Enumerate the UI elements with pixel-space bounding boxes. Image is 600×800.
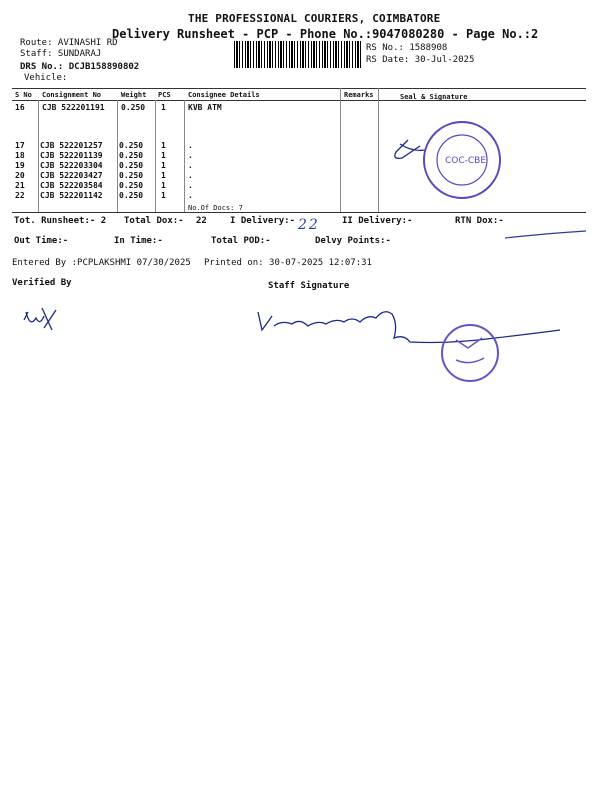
total-pod-label: Total POD:- (211, 236, 271, 246)
staff-signature-label: Staff Signature (268, 281, 350, 291)
row-consignment: CJB 522201139 (40, 151, 103, 160)
row-consignee: . (188, 151, 193, 160)
row-sno: 21 (15, 181, 25, 190)
staff-signature (258, 312, 560, 343)
svg-text:COC-CBE: COC-CBE (445, 156, 487, 166)
col-seal-signature: Seal & Signature (400, 93, 468, 101)
row-consignee: . (188, 191, 193, 200)
row-consignee: . (188, 161, 193, 170)
col-consignment: Consignment No (42, 91, 102, 99)
row-consignment: CJB 522201142 (40, 191, 103, 200)
row-sno: 22 (15, 191, 25, 200)
entered-by: Entered By :PCPLAKSHMI 07/30/2025 (12, 258, 191, 268)
row-consignment: CJB 522203427 (40, 171, 103, 180)
total-dox-label: Total Dox:- (124, 216, 184, 226)
runsheet-subtitle: Delivery Runsheet - PCP - Phone No.:9047080280 - Page No.:2 (112, 27, 539, 41)
row-sno: 17 (15, 141, 25, 150)
row-pcs: 1 (161, 161, 166, 170)
company-name: THE PROFESSIONAL COURIERS, COIMBATORE (188, 12, 441, 25)
bottom-stamp-icon (442, 325, 498, 381)
company-seal-icon (424, 122, 500, 198)
i-delivery-handwritten: 22 (298, 217, 320, 233)
row-consignee: KVB ATM (188, 103, 222, 112)
row-pcs: 1 (161, 151, 166, 160)
col-consignee-details: Consignee Details (188, 91, 260, 99)
row-consignee: . (188, 171, 193, 180)
row-sno: 18 (15, 151, 25, 160)
rs-date: RS Date: 30-Jul-2025 (366, 55, 475, 65)
col-remarks: Remarks (344, 91, 374, 99)
tot-runsheet: Tot. Runsheet:- 2 (14, 216, 107, 226)
in-time-label: In Time:- (114, 236, 163, 246)
out-time-label: Out Time:- (14, 236, 69, 246)
verified-by-label: Verified By (12, 278, 72, 288)
row-consignment: CJB 522203584 (40, 181, 103, 190)
row-pcs: 1 (161, 141, 166, 150)
delvy-points-label: Delvy Points:- (315, 236, 391, 246)
row-pcs: 1 (161, 103, 166, 112)
row-weight: 0.250 (119, 181, 144, 190)
vehicle-label: Vehicle: (24, 73, 68, 83)
i-delivery-label: I Delivery:- (230, 216, 296, 226)
row-weight: 0.250 (119, 151, 144, 160)
row-pcs: 1 (161, 191, 166, 200)
staff-label: Staff: SUNDARAJ (20, 49, 102, 59)
rs-number: RS No.: 1588908 (366, 43, 448, 53)
rtn-dox-label: RTN Dox:- (455, 216, 504, 226)
row-weight: 0.250 (121, 103, 146, 112)
row-weight: 0.250 (119, 161, 144, 170)
row-consignment: CJB 522201257 (40, 141, 103, 150)
rtn-pen-stroke (505, 231, 586, 238)
col-weight: Weight (121, 91, 147, 99)
row-pcs: 1 (161, 181, 166, 190)
row-consignment: CJB 522203304 (40, 161, 103, 170)
row-weight: 0.250 (119, 141, 144, 150)
ii-delivery-label: II Delivery:- (342, 216, 413, 226)
row-sno: 16 (15, 103, 25, 112)
row-weight: 0.250 (119, 171, 144, 180)
row-consignee: . (188, 181, 193, 190)
row-consignee: . (188, 141, 193, 150)
row-sno: 20 (15, 171, 25, 180)
col-sno: S No (15, 91, 32, 99)
row-sno: 19 (15, 161, 25, 170)
docs-count: No.Of Docs: 7 (188, 204, 243, 212)
printed-on: Printed on: 30-07-2025 12:07:31 (204, 258, 372, 268)
total-dox-value: 22 (196, 216, 207, 226)
row-weight: 0.250 (119, 191, 144, 200)
route-label: Route: AVINASHI RD (20, 38, 118, 48)
row-consignment: CJB 522201191 (42, 103, 105, 112)
seal-scribble (395, 140, 426, 158)
row-pcs: 1 (161, 171, 166, 180)
verified-by-initials (24, 308, 56, 330)
col-pcs: PCS (158, 91, 171, 99)
drs-number: DRS No.: DCJB158890802 (20, 62, 140, 72)
